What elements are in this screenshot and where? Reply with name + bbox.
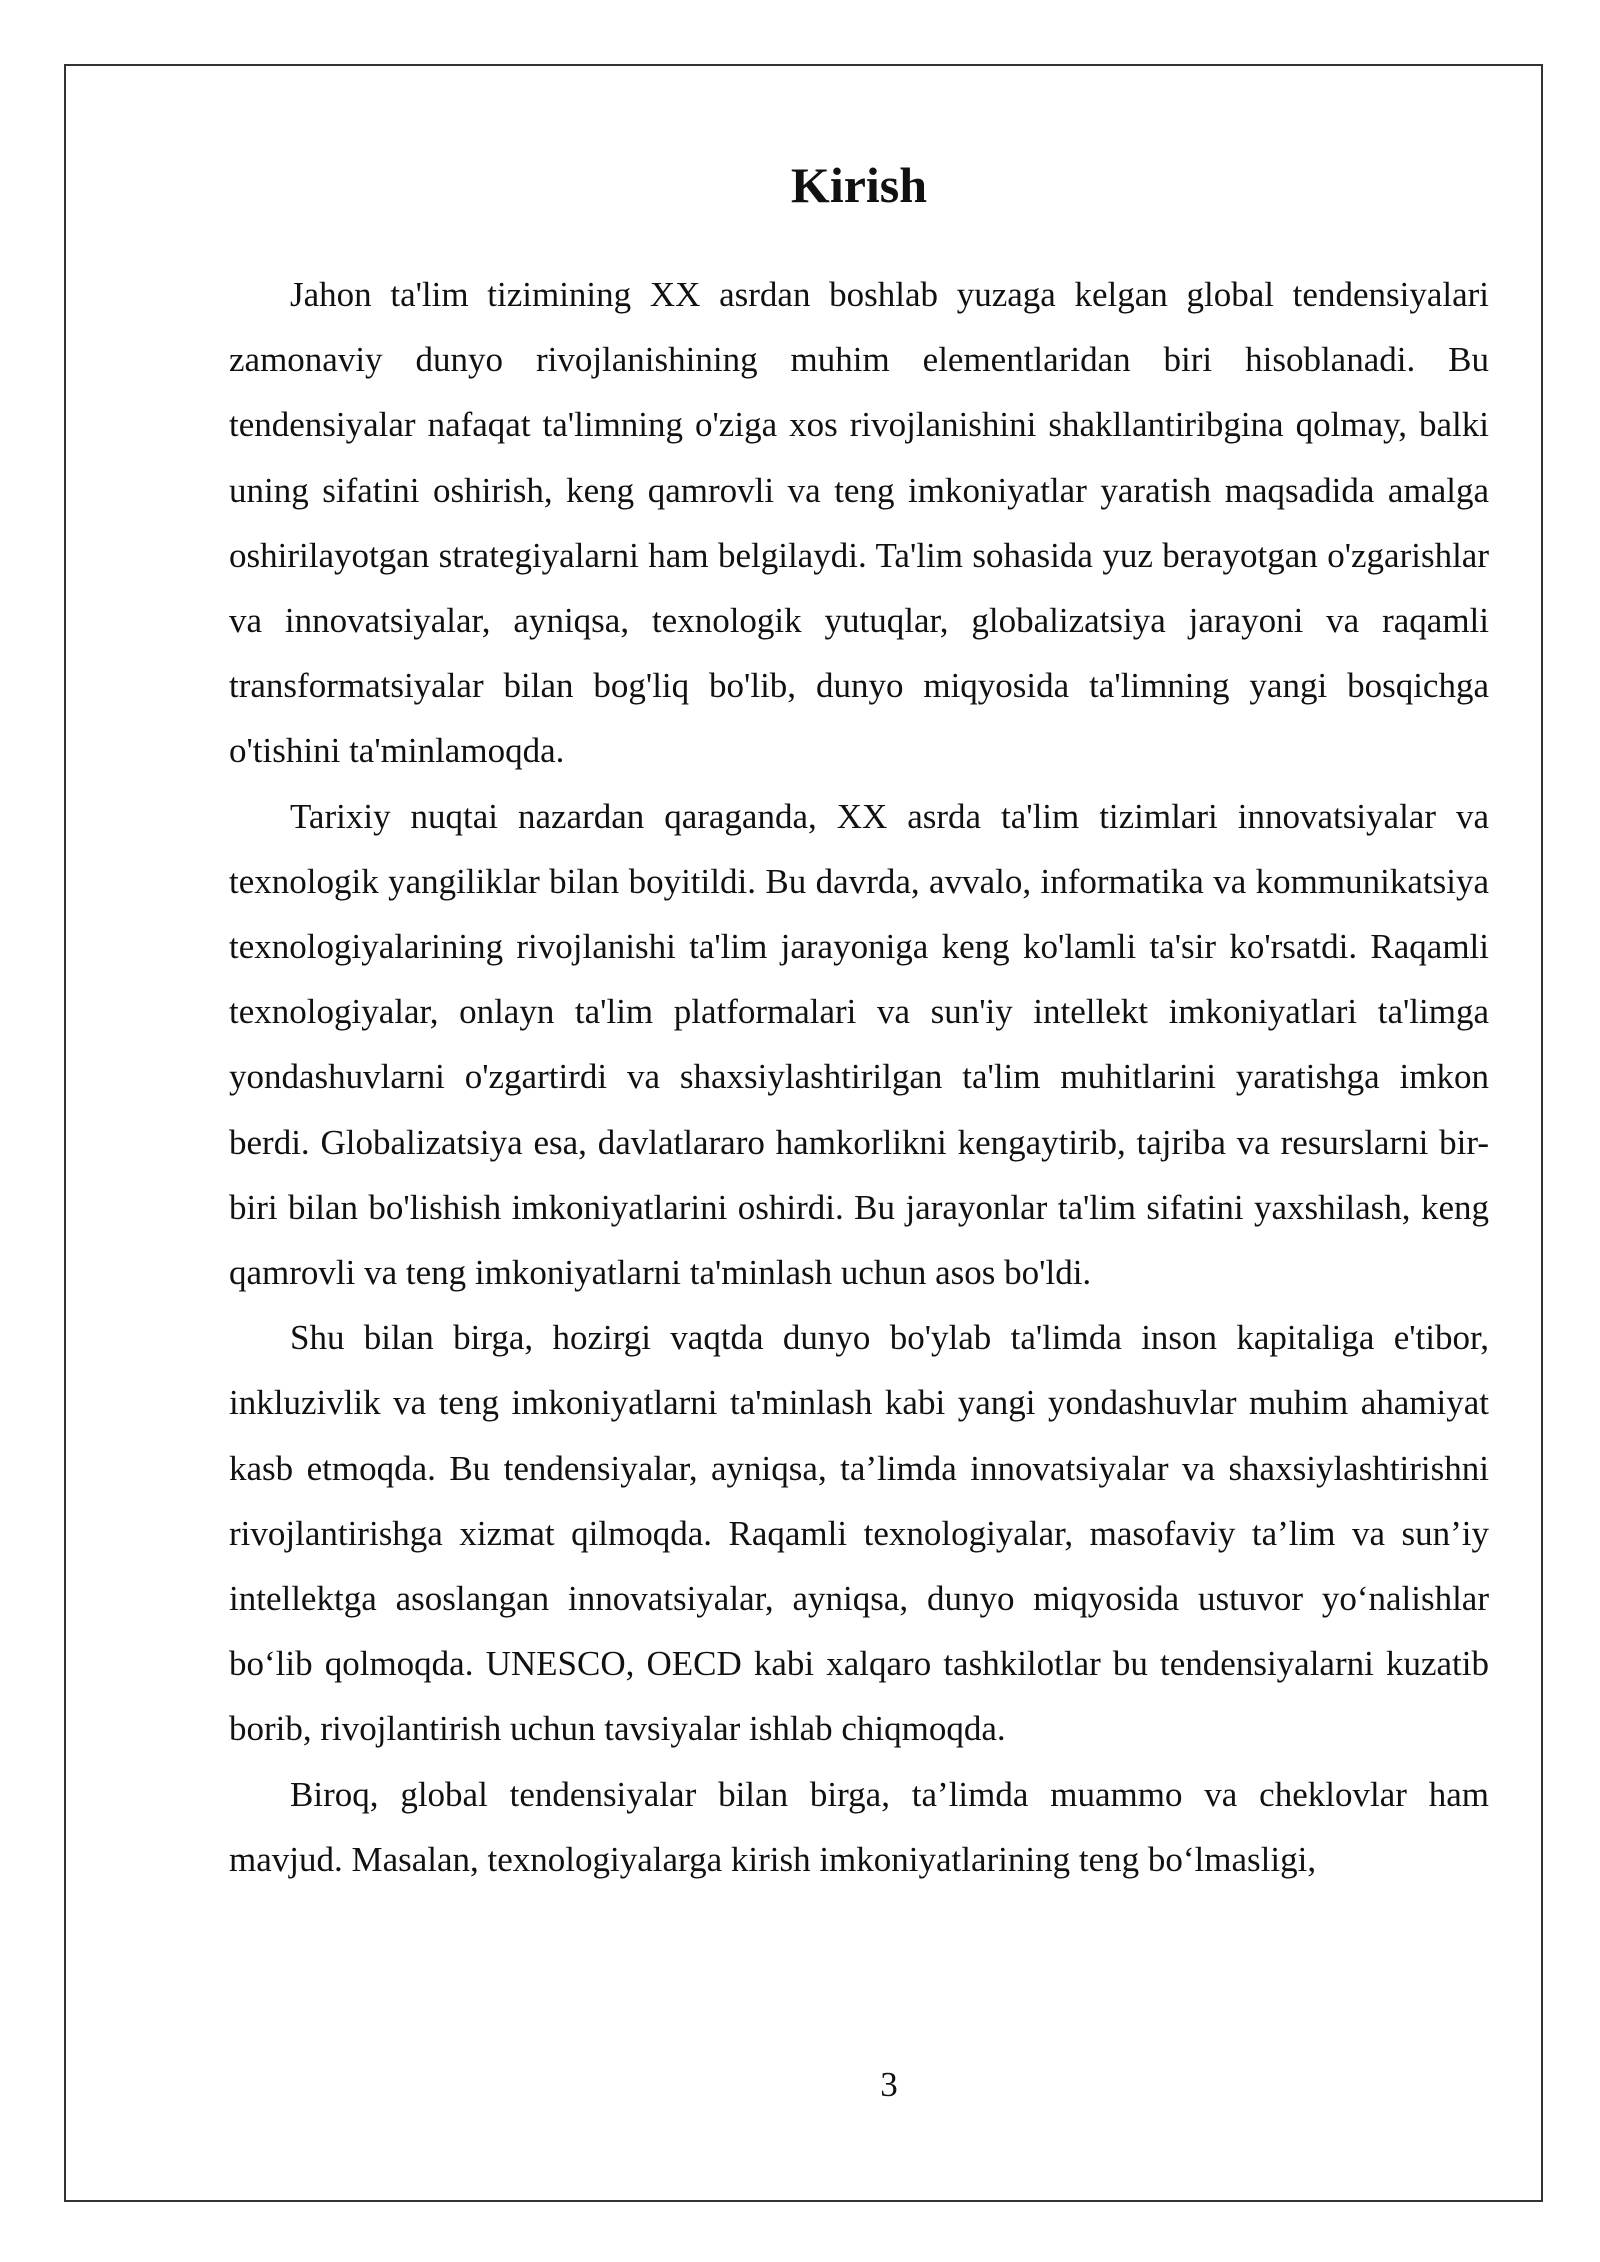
page-title: Kirish	[790, 157, 928, 213]
paragraph-3: Shu bilan birga, hozirgi vaqtda dunyo bo'ylab ta'limda inson kapitaliga e'tibor, inkluzivlik va teng imkoniyatlarni ta'minlash kabi yangi yondashuvlar muhim ahamiyat kasb etmoqda. Bu tendensiyalar, ayniqsa, ta’limda innovatsiyalar va shaxsiylashtirishni rivojlantirishga xizmat qilmoqda. Raqamli texnologiyalar, masofaviy ta’lim va sun’iy intellektga asoslangan innovatsiyalar, ayniqsa, dunyo miqyosida ustuvor yo‘nalishlar bo‘lib qolmoqda. UNESCO, OECD kabi xalqaro tashkilotlar bu tendensiyalarni kuzatib borib, rivojlantirish uchun tavsiyalar ishlab chiqmoqda.	[229, 1318, 1489, 1749]
document-body	[229, 140, 1489, 1892]
paragraph-2: Tarixiy nuqtai nazardan qaraganda, XX asrda ta'lim tizimlari innovatsiyalar va texnologik yangiliklar bilan boyitildi. Bu davrda, avvalo, informatika va kommunikatsiya texnologiyalarining rivojlanishi ta'lim jarayoniga keng ko'lamli ta'sir ko'rsatdi. Raqamli texnologiyalar, onlayn ta'lim platformalari va sun'iy intellekt imkoniyatlari ta'limga yondashuvlarni o'zgartirdi va shaxsiylashtirilgan ta'lim muhitlarini yaratishga imkon berdi. Globalizatsiya esa, davlatlararo hamkorlikni kengaytirib, tajriba va resurslarni bir-biri bilan bo'lishish imkoniyatlarini oshirdi. Bu jarayonlar ta'lim sifatini yaxshilash, keng qamrovli va teng imkoniyatlarni ta'minlash uchun asos bo'ldi.	[229, 796, 1489, 1293]
paragraph-1: Jahon ta'lim tizimining XX asrdan boshlab yuzaga kelgan global tendensiyalari zamonaviy dunyo rivojlanishining muhim elementlaridan biri hisoblanadi. Bu tendensiyalar nafaqat ta'limning o'ziga xos rivojlanishini shakllantiribgina qolmay, balki uning sifatini oshirish, keng qamrovli va teng imkoniyatlar yaratish maqsadida amalga oshirilayotgan strategiyalarni ham belgilaydi. Ta'lim sohasida yuz berayotgan o'zgarishlar va innovatsiyalar, ayniqsa, texnologik yutuqlar, globalizatsiya jarayoni va raqamli transformatsiyalar bilan bog'liq bo'lib, dunyo miqyosida ta'limning yangi bosqichga o'tishini ta'minlamoqda.	[229, 275, 1489, 771]
paragraph-4: Biroq, global tendensiyalar bilan birga, ta’limda muammo va cheklovlar ham mavjud. Masalan, texnologiyalarga kirish imkoniyatlarining teng bo‘lmasligi,	[229, 1774, 1489, 1879]
page-number: 3	[880, 2065, 898, 2104]
